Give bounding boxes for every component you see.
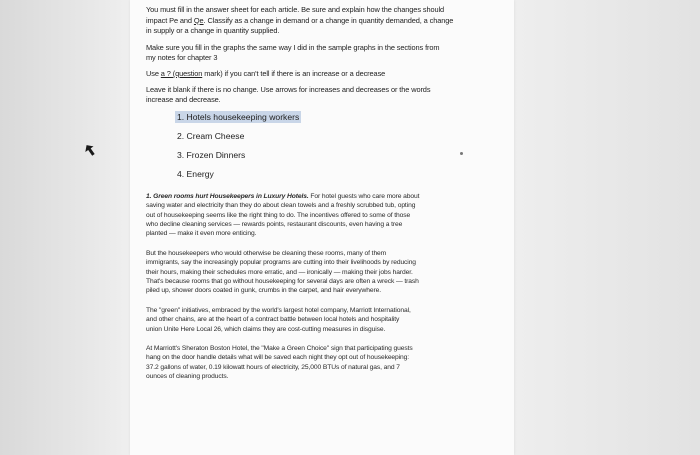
question-mark-link[interactable]: a ? (question	[160, 68, 203, 78]
question-mark-instructions	[146, 69, 484, 80]
article-paragraph-4	[146, 344, 484, 382]
intro-qe: Qe	[193, 15, 204, 25]
article-p2-line: That's because rooms that go without housekeeping for several days are often a wreck — trash	[146, 278, 419, 285]
list-item-label[interactable]: 2. Cream Cheese	[177, 130, 245, 141]
mouse-pointer-icon	[85, 144, 95, 156]
article-p2-line: But the housekeepers who would otherwise be cleaning these rooms, many of them	[146, 249, 387, 257]
article-p3-line: union Unite Here Local 26, which claims they are cost-cutting measures in disguise.	[146, 325, 386, 333]
intro-line-2b: . Classify as a change in demand or a change in quantity demanded, a change	[203, 15, 454, 25]
intro-line-3: in supply or a change in quantity supplied.	[146, 26, 280, 36]
article-p1-line: out of housekeeping seems like the right thing to do. The incentives offered to some of those	[146, 211, 411, 219]
intro-line-2a: impact Pe and	[146, 15, 194, 25]
article-paragraph-3	[146, 306, 484, 334]
article-p1-line: planted — make it even more enticing.	[146, 230, 257, 238]
desk-left	[0, 0, 130, 455]
list-item-label[interactable]: 1. Hotels housekeeping workers	[177, 111, 300, 122]
intro-line-1: You must fill in the answer sheet for each article. Be sure and explain how the changes should	[146, 5, 445, 14]
blank-line-1: Leave it blank if there is no change. Use arrows for increases and decreases or the words	[146, 84, 431, 94]
graphs-instructions	[146, 43, 484, 64]
article-p4-line: hang on the door handle details what will be saved each night they opt out of housekeeping:	[146, 354, 410, 362]
blank-instructions	[146, 85, 484, 106]
list-item	[175, 112, 484, 131]
document-page	[130, 0, 514, 455]
use-before: Use	[146, 68, 161, 78]
article-p3-line: The "green" initiatives, embraced by the world's largest hotel company, Marriott International,	[146, 306, 411, 314]
document-content	[146, 5, 484, 382]
article-paragraph-2	[146, 249, 484, 296]
graphs-line-1: Make sure you fill in the graphs the same way I did in the sample graphs in the sections from	[146, 42, 440, 52]
intro-instructions	[146, 5, 484, 37]
article-p2-line: immigrants, say the increasingly popular programs are cutting into their livelihoods by reducing	[146, 259, 416, 267]
list-item	[175, 169, 484, 188]
desk-right	[514, 0, 700, 455]
article-p1-line: For hotel guests who care more about	[308, 192, 420, 200]
article-p1-line: who decline cleaning services — rewards points, restaurant discounts, even having a tree	[146, 220, 403, 228]
graphs-line-2: my notes for chapter 3	[146, 53, 218, 63]
article-p2-line: piled up, shower doors coated in gunk, crumbs in the carpet, and hair everywhere.	[146, 287, 382, 295]
blank-line-2: increase and decrease.	[146, 95, 221, 105]
list-item	[175, 131, 484, 150]
article-p4-line: 37.2 gallons of water, 0.19 kilowatt hours of electricity, 25,000 BTUs of natural gas, and 7	[146, 363, 400, 371]
list-item-label[interactable]: 4. Energy	[177, 168, 214, 179]
article-p4-line: ounces of cleaning products.	[146, 373, 229, 381]
article-p2-line: their hours, making their schedules more erratic, and — ironically — making their jobs harder.	[146, 268, 413, 276]
dust-speck	[460, 152, 463, 155]
articles-list	[146, 112, 484, 188]
article-p4-line: At Marriott's Sheraton Boston Hotel, the "Make a Green Choice" sign that participating guests	[146, 345, 413, 353]
article-title: 1. Green rooms hurt Housekeepers in Luxury Hotels.	[146, 192, 309, 200]
list-item	[175, 150, 484, 169]
article-p1-line: saving water and electricity than they do about clean towels and a freshly scrubbed tub, opting	[146, 202, 416, 210]
list-item-label[interactable]: 3. Frozen Dinners	[177, 149, 246, 160]
use-after: mark) if you can't tell if there is an increase or a decrease	[202, 68, 386, 78]
article-p3-line: and other chains, are at the heart of a contract battle between local hotels and hospitality	[146, 316, 400, 324]
article-paragraph-1	[146, 192, 484, 239]
